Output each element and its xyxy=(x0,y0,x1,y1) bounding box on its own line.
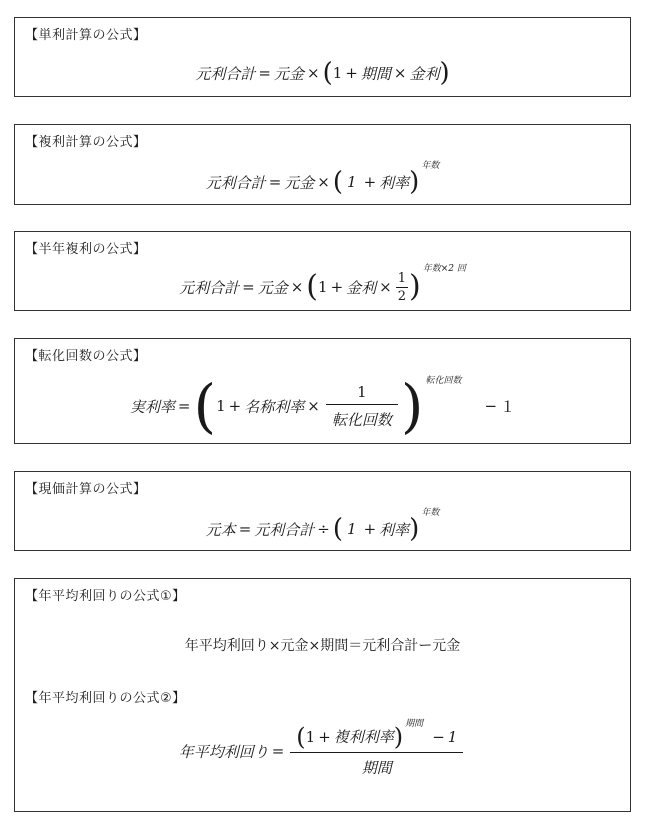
formula-lhs: 元利合計 xyxy=(205,173,266,192)
formula-exponent: 年数 xyxy=(421,160,440,171)
present-value-title: 【現価計算の公式】 xyxy=(25,482,147,497)
formula-one: 1 xyxy=(305,727,316,746)
formula-principal: 元金 xyxy=(257,278,288,297)
formula-half-fraction xyxy=(396,271,408,304)
formula-yield-fraction xyxy=(290,719,463,778)
simple-interest-title: 【単利計算の公式】 xyxy=(25,28,147,43)
fraction-denominator: 転化回数 xyxy=(331,410,392,429)
formula-principal: 元金 xyxy=(284,173,315,192)
compound-interest-formula: 元利合計 = 元金 × ( 1 + 利率 ) 年数 xyxy=(15,165,630,199)
annual-average-yield-title-2: 【年平均利回りの公式②】 xyxy=(25,691,186,706)
formula-minus-one: １ xyxy=(500,397,516,416)
present-value-box xyxy=(14,471,631,551)
formula-one: 1 xyxy=(216,397,226,415)
formula-rate: 利率 xyxy=(379,520,410,539)
formula-nominal-rate: 名称利率 xyxy=(244,397,305,416)
simple-interest-formula: 元利合計 = 元金 × ( 1 + 期間 × 金利 ) xyxy=(195,58,450,88)
formula-lhs: 年平均利回り xyxy=(178,742,269,761)
formula-rate: 金利 xyxy=(346,278,377,297)
formula-lhs: 実利率 xyxy=(129,397,175,416)
fraction-denominator: 期間 xyxy=(361,758,392,777)
fraction-numerator: ( 1 + 複利利率 ) 期間 − 1 xyxy=(290,725,463,752)
formula-compound-rate: 複利利率 xyxy=(333,728,394,746)
formula-conversion-fraction xyxy=(326,383,398,430)
semiannual-compound-formula: 元利合計 = 元金 × ( 1 + 金利 × $\frac{1}{2}$ ) 年数×2 回 xyxy=(15,265,630,309)
formula-principal: 元金 xyxy=(273,64,304,83)
fraction-denominator: 2 xyxy=(397,288,407,304)
formula-exponent: 年数×2 回 xyxy=(422,263,466,274)
formula-rate: 金利 xyxy=(409,64,440,83)
compound-interest-box xyxy=(14,124,631,205)
semiannual-compound-box xyxy=(14,231,631,311)
present-value-formula: 元本 = 元利合計 ÷ ( 1 + 利率 ) 年数 xyxy=(15,512,630,546)
fraction-numerator: 1 xyxy=(397,270,407,286)
formula-total: 元利合計 xyxy=(254,520,315,539)
simple-interest-box xyxy=(14,17,631,97)
formula-one: 1 xyxy=(347,173,357,191)
formula-one: 1 xyxy=(347,520,357,538)
formula-one: 1 xyxy=(318,278,328,296)
formula-minus-one: 1 xyxy=(447,727,458,746)
formula-exponent: 期間 xyxy=(405,719,424,729)
semiannual-compound-title: 【半年複利の公式】 xyxy=(25,242,147,257)
annual-average-yield-box xyxy=(14,578,631,812)
annual-average-yield-formula-1: 年平均利回り×元金×期間＝元利合計ー元金 xyxy=(184,638,461,654)
formula-exponent: 年数 xyxy=(421,507,440,518)
formula-exponent: 転化回数 xyxy=(425,375,462,386)
formula-lhs: 元利合計 xyxy=(179,278,240,297)
compound-interest-title: 【複利計算の公式】 xyxy=(25,135,147,150)
formula-lhs: 元利合計 xyxy=(195,64,256,83)
annual-average-yield-title-1: 【年平均利回りの公式①】 xyxy=(25,589,186,604)
formula-rate: 利率 xyxy=(379,173,410,192)
conversion-count-box xyxy=(14,338,631,444)
formula-lhs: 元本 xyxy=(205,520,236,539)
conversion-count-title: 【転化回数の公式】 xyxy=(25,349,147,364)
conversion-count-formula: 実利率 = ( 1 + 名称利率 × $\frac{1}{\text{転化回数}}$ ) 転化回数 − １ xyxy=(129,372,516,440)
formula-one: 1 xyxy=(332,64,343,82)
annual-average-yield-formula-2: 年平均利回り = ( 1 + 複利利率 ) 期間 − 1 期間 xyxy=(15,719,630,783)
formula-period: 期間 xyxy=(360,64,391,83)
fraction-numerator: 1 xyxy=(357,382,367,401)
